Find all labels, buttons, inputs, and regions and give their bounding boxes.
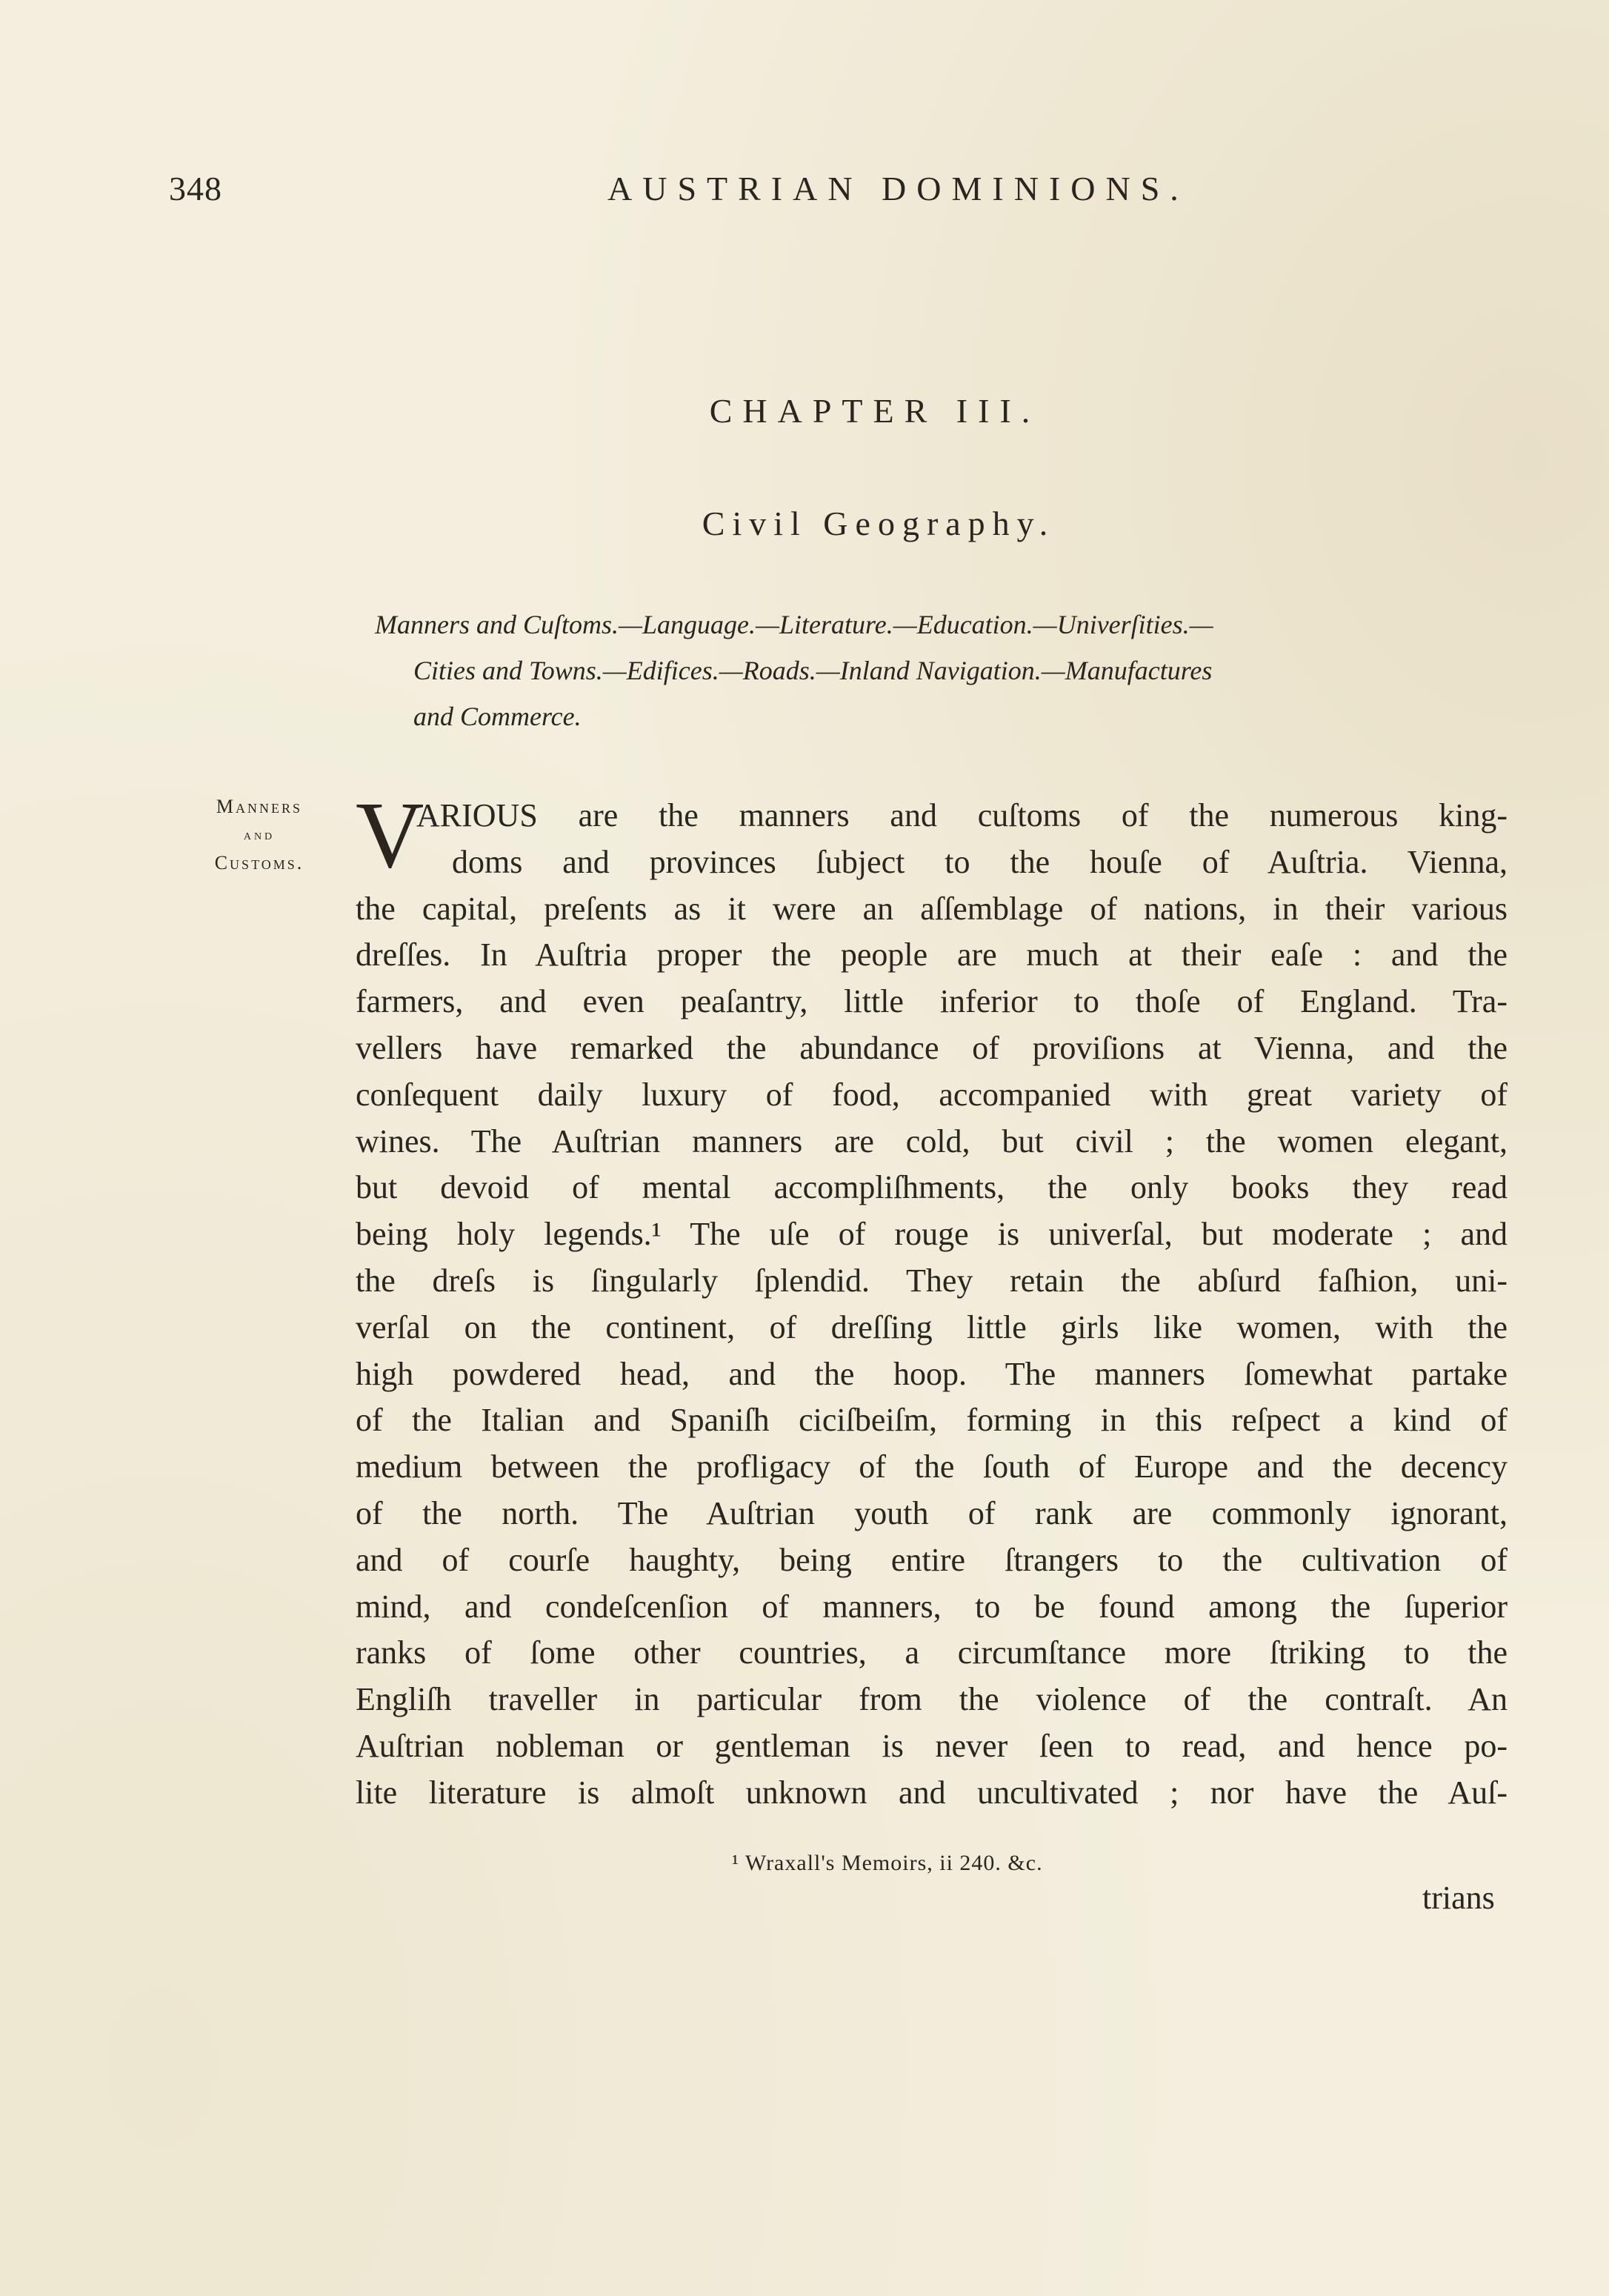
page-number: 348 xyxy=(169,170,222,207)
chapter-heading: CHAPTER III. xyxy=(709,392,1041,430)
section-heading: Civil Geography. xyxy=(702,505,1056,542)
contents-line: and Commerce. xyxy=(413,702,582,731)
body-line: medium between the profligacy of the ſouth of Europe and the decency xyxy=(356,1448,1508,1485)
body-line: the capital, preſents as it were an aſſemblage of nations, in their various xyxy=(356,890,1508,927)
body-line: high powdered head, and the hoop. The manners ſomewhat partake xyxy=(356,1355,1508,1392)
body-line: dreſſes. In Auſtria proper the people are much at their eaſe : and the xyxy=(356,936,1508,974)
running-title: AUSTRIAN DOMINIONS. xyxy=(607,170,1189,207)
body-line: mind, and condeſcenſion of manners, to be found among the ſuperior xyxy=(356,1588,1508,1625)
body-line: farmers, and even peaſantry, little inferior to thoſe of England. Tra- xyxy=(356,983,1508,1020)
body-text xyxy=(356,782,1508,1817)
body-line: vellers have remarked the abundance of proviſions at Vienna, and the xyxy=(356,1029,1508,1066)
contents-line: Manners and Cuſtoms.—Language.—Literature.—Education.—Univerſities.— xyxy=(375,610,1213,639)
body-line: Auſtrian nobleman or gentleman is never ſeen to read, and hence po- xyxy=(356,1727,1508,1764)
body-line: of the Italian and Spaniſh ciciſbeiſm, forming in this reſpect a kind of xyxy=(356,1402,1508,1439)
body-line: wines. The Auſtrian manners are cold, but civil ; the women elegant, xyxy=(356,1122,1508,1159)
margin-note xyxy=(185,793,333,877)
catchword: trians xyxy=(1422,1880,1495,1916)
body-line: of the north. The Auſtrian youth of rank are commonly ignorant, xyxy=(356,1494,1508,1531)
body-line: ARIOUS are the manners and cuſtoms of the numerous king- xyxy=(416,797,1508,833)
body-line: verſal on the continent, of dreſſing little girls like women, with the xyxy=(356,1308,1508,1345)
margin-note-line: and xyxy=(243,827,276,843)
body-line: and of courſe haughty, being entire ſtrangers to the cultivation of xyxy=(356,1541,1508,1578)
body-line: conſequent daily luxury of food, accompanied with great variety of xyxy=(356,1076,1508,1113)
body-line: ranks of ſome other countries, a circumſtance more ſtriking to the xyxy=(356,1634,1508,1671)
drop-cap: V xyxy=(356,782,424,888)
margin-note-line: Manners xyxy=(216,796,303,817)
contents-line: Cities and Towns.—Edifices.—Roads.—Inland Navigation.—Manufactures xyxy=(413,656,1213,685)
body-line: being holy legends.¹ The uſe of rouge is univerſal, but moderate ; and xyxy=(356,1216,1508,1253)
chapter-contents xyxy=(375,602,1501,739)
body-line: Engliſh traveller in particular from the violence of the contraſt. An xyxy=(356,1681,1508,1718)
body-line: the dreſs is ſingularly ſplendid. They retain the abſurd faſhion, uni- xyxy=(356,1262,1508,1299)
footnote: ¹ Wraxall's Memoirs, ii 240. &c. xyxy=(732,1851,1043,1875)
margin-note-line: Customs. xyxy=(214,852,304,874)
running-head xyxy=(0,169,1609,221)
body-line: but devoid of mental accompliſhments, the only books they read xyxy=(356,1169,1508,1206)
body-line: doms and provinces ſubject to the houſe of Auſtria. Vienna, xyxy=(452,843,1508,880)
body-line: lite literature is almoſt unknown and uncultivated ; nor have the Auſ- xyxy=(356,1774,1508,1811)
